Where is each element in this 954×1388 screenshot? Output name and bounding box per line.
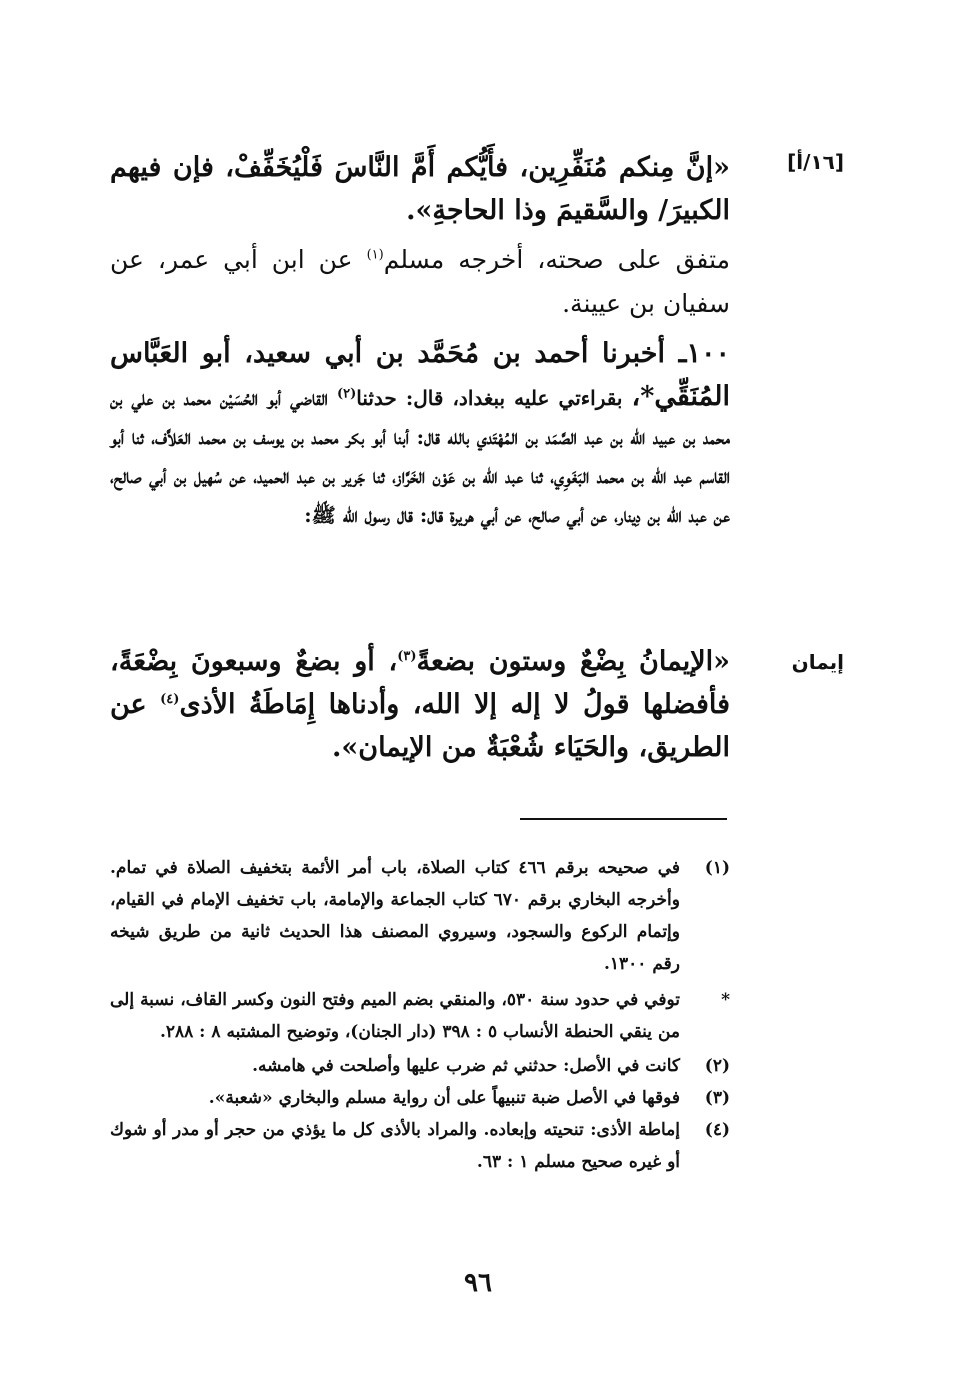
chain-text-1: بقراءتي عليه ببغداد، قال: حدثنا xyxy=(356,386,623,410)
footnote-ref-3[interactable]: (٣) xyxy=(397,649,417,664)
hadith-two-part-2: ، أو بضعٌ وسبعونَ بِضْعَةً، فأفضلها قولُ لا إله إلا الله، وأدناها إِمَاطَةُ الأذى xyxy=(110,646,730,720)
takhrij-text xyxy=(110,238,730,326)
hadith-one-text: «إنَّ مِنكم مُنَفِّرِين، فأَيُّكم أَمَّ النَّاسَ فَلْيُخَفِّفْ، فإن فيهم الكبيرَ/ والسَّقيمَ وذا الحاجةِ». xyxy=(110,152,730,226)
footnote-4 xyxy=(110,1114,730,1178)
folio-marker: [١٦/أ] xyxy=(787,150,844,174)
chain-text xyxy=(110,332,730,535)
footnote-text: فوقها في الأصل ضبة تنبيهاً على أن رواية مسلم والبخاري «شعبة». xyxy=(208,1088,680,1108)
footnote-text: إماطة الأذى: تنحيته وإبعاده. والمراد بالأذى كل ما يؤذي من حجر أو مدر أو شوك أو غيره صحيح مسلم ١ : ٦٣. xyxy=(110,1120,680,1172)
footnote-number: (٤) xyxy=(704,1120,730,1140)
topic-marker: إيمان xyxy=(791,650,844,674)
footnote-1 xyxy=(110,852,730,980)
hadith-two xyxy=(110,640,730,769)
footnote-text: في صحيحه برقم ٤٦٦ كتاب الصلاة، باب أمر الأئمة بتخفيف الصلاة في تمام. وأخرجه البخاري برقم ٦٧٠ كتاب الجماعة والإمامة، باب تخفيف الإمام في القيام، وإتمام الركوع والسجود، وسيروي المصنف هذا الحديث ثانية من طريق شيخه رقم ١٣٠٠. xyxy=(110,858,680,974)
chain-paragraph xyxy=(110,332,730,535)
footnote-ref-1[interactable]: (١) xyxy=(366,247,384,263)
footnote-asterisk xyxy=(110,984,730,1048)
hadith-two-text xyxy=(110,640,730,769)
footnote-number: * xyxy=(721,990,730,1010)
footnote-number: (٢) xyxy=(704,1056,730,1076)
footnote-2 xyxy=(110,1050,730,1082)
takhrij-after: عن ابن أبي عمر، عن سفيان بن عيينة. xyxy=(110,245,730,318)
hadith-two-part-1: «الإيمانُ بِضْعٌ وستون بضعةً xyxy=(416,646,730,677)
takhrij-paragraph xyxy=(110,238,730,326)
hadith-two-part-3: عن الطريق، والحَيَاء شُعْبَةٌ من الإيمان». xyxy=(110,689,730,763)
chain-text-2: القاضي أبو الحُسَيْن محمد بن علي بن محمد بن عبيد الله بن عبد الصَّمَد بن المُهْتَدي بالله قال: أبنا أبو بكر محمد بن يوسف بن محمد العَلاَّف، ثنا أبو القاسم عبد الله بن محمد البَغَوِي، ثنا عبد الله بن عَوْن الخَرَّاز، ثنا جَرير بن عبد الحميد، عن سُهيل بن أبي صالح، عن عبد الله بن دِينار، عن أبي صالح، عن أبي هريرة قال: قال رسول الله ﷺ: xyxy=(110,386,730,527)
footnote-number: (٣) xyxy=(704,1088,730,1108)
footnote-number: (١) xyxy=(704,858,730,878)
chain-lead: ١٠٠ـ أخبرنا أحمد بن مُحَمَّد بن أبي سعيد، أبو العَبَّاس المُنَقِّي*، xyxy=(110,338,731,412)
footnotes xyxy=(110,852,730,1178)
takhrij-before: متفق على صحته، أخرجه مسلم xyxy=(383,245,731,274)
footnote-ref-2[interactable]: (٢) xyxy=(336,386,357,402)
page-number: ٩٦ xyxy=(464,1268,492,1298)
footnote-text: توفي في حدود سنة ٥٣٠، والمنقي بضم الميم وفتح النون وكسر القاف، نسبة إلى من ينقي الحنطة الأنساب ٥ : ٣٩٨ (دار الجنان)، وتوضيح المشتبه ٨ : ٢٨٨. xyxy=(110,990,680,1042)
footnote-text: كانت في الأصل: حدثني ثم ضرب عليها وأصلحت في هامشه. xyxy=(252,1056,680,1076)
footnote-ref-4[interactable]: (٤) xyxy=(160,692,180,707)
footnote-separator xyxy=(520,818,727,820)
hadith-one xyxy=(110,146,730,232)
footnote-3 xyxy=(110,1082,730,1114)
